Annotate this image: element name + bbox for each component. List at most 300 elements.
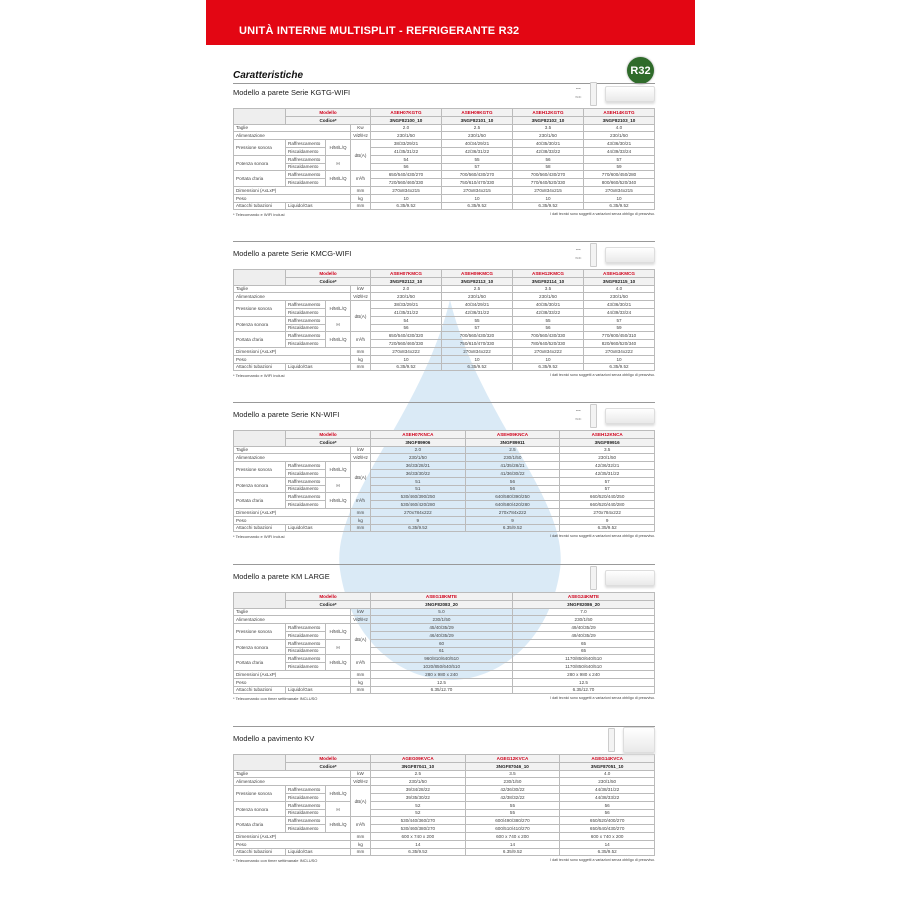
value-cell: 6.35/12.70 bbox=[513, 686, 655, 694]
mode-label: Riscaldamento bbox=[286, 647, 326, 655]
row-label: Potenza sonora bbox=[234, 155, 286, 171]
unit-label: mm bbox=[351, 363, 371, 371]
row-label: Potenza sonora bbox=[234, 801, 286, 817]
footnote-text: * Telecomando con timer settimanale INCLUSO bbox=[233, 858, 318, 864]
value-cell: 640/580/390/250 bbox=[465, 493, 560, 501]
code-label: Codice* bbox=[286, 600, 371, 608]
value-cell: 780/640/520/330 bbox=[513, 340, 584, 348]
value-cell: 650/540/430/270 bbox=[560, 825, 655, 833]
table-row bbox=[234, 616, 655, 624]
model-name: ASEH12KNCA bbox=[560, 431, 655, 439]
value-cell: 230/1/50 bbox=[442, 293, 513, 301]
value-cell: 3NGF89906 bbox=[371, 438, 466, 446]
unit-label: kW bbox=[351, 446, 371, 454]
model-name: ASEG24KMTE bbox=[513, 593, 655, 601]
value-cell: 650/540/430/320 bbox=[371, 332, 442, 340]
mode-label: Raffrescamento bbox=[286, 477, 326, 485]
divider bbox=[233, 726, 655, 727]
value-cell: 6.35/12.70 bbox=[371, 686, 513, 694]
mode-label: Liquido/Gas bbox=[286, 202, 351, 210]
value-cell: 60 bbox=[371, 639, 513, 647]
value-cell: 270x834x215 bbox=[513, 186, 584, 194]
unit-label: kg bbox=[351, 678, 371, 686]
value-cell: 43/36/30/21 bbox=[584, 301, 655, 309]
mode-label: Riscaldamento bbox=[286, 179, 326, 187]
mode-label: Riscaldamento bbox=[286, 324, 326, 332]
value-cell: 57 bbox=[442, 324, 513, 332]
row-label: Attacchi tubazioni bbox=[234, 524, 286, 532]
value-cell: 41/35/28/21 bbox=[465, 462, 560, 470]
row-label: Potenza sonora bbox=[234, 639, 286, 655]
speed-label: H/M/L/Q bbox=[326, 817, 351, 833]
value-cell: 650/520/400/270 bbox=[560, 817, 655, 825]
value-cell: 3NGF82102_10 bbox=[513, 116, 584, 124]
product-icons bbox=[574, 402, 655, 430]
mode-label: Riscaldamento bbox=[286, 825, 326, 833]
mode-label: Raffrescamento bbox=[286, 316, 326, 324]
unit-label: mm bbox=[351, 670, 371, 678]
table-row bbox=[234, 155, 655, 163]
table-row bbox=[234, 179, 655, 187]
value-cell: 57 bbox=[584, 155, 655, 163]
value-cell: 230/1/50 bbox=[465, 778, 560, 786]
disclaimer-text: I dati tecnici sono soggetti a variazioni senza obbligo di preavviso. bbox=[550, 534, 655, 539]
value-cell: 56 bbox=[465, 485, 560, 493]
value-cell: 1020/850/640/510 bbox=[371, 663, 513, 671]
table-row bbox=[234, 832, 655, 840]
value-cell: 3NGF89911 bbox=[465, 438, 560, 446]
row-label: Taglie bbox=[234, 285, 351, 293]
speed-label: H bbox=[326, 801, 351, 817]
header-row bbox=[234, 270, 655, 278]
disclaimer-text: I dati tecnici sono soggetti a variazioni senza obbligo di preavviso. bbox=[550, 696, 655, 701]
value-cell: 42/36/32/21 bbox=[560, 462, 655, 470]
value-cell: 3.5 bbox=[513, 285, 584, 293]
table-row bbox=[234, 631, 655, 639]
value-cell: 6.35/9.52 bbox=[513, 202, 584, 210]
value-cell: 6.35/9.52 bbox=[584, 202, 655, 210]
table-footnote bbox=[233, 696, 655, 701]
value-cell: 6.35/9.52 bbox=[584, 363, 655, 371]
value-cell: 56 bbox=[560, 809, 655, 817]
value-cell: 5.0 bbox=[371, 608, 513, 616]
value-cell: 6.35/9.52 bbox=[371, 524, 466, 532]
table-row bbox=[234, 770, 655, 778]
value-cell: 2.0 bbox=[371, 124, 442, 132]
value-cell: 230/1/50 bbox=[371, 616, 513, 624]
row-label: Pressione sonora bbox=[234, 786, 286, 802]
value-cell: 820/660/520/340 bbox=[584, 340, 655, 348]
value-cell: 55 bbox=[442, 155, 513, 163]
value-cell: 10 bbox=[513, 194, 584, 202]
mode-label: Raffrescamento bbox=[286, 171, 326, 179]
row-label: Dimensioni (AxLxP) bbox=[234, 347, 351, 355]
unit-label: dB(A) bbox=[351, 140, 371, 171]
value-cell: 44/39/33/24 bbox=[584, 147, 655, 155]
empty-corner bbox=[234, 593, 286, 609]
table-row bbox=[234, 316, 655, 324]
table-row bbox=[234, 670, 655, 678]
value-cell: 56 bbox=[465, 477, 560, 485]
header-row bbox=[234, 755, 655, 763]
value-cell: 270x834x222 bbox=[371, 347, 442, 355]
value-cell: 230/1/50 bbox=[513, 293, 584, 301]
remote-control-icon bbox=[590, 566, 597, 590]
divider bbox=[233, 402, 655, 403]
row-label: Alimentazione bbox=[234, 778, 351, 786]
mode-label: Liquido/Gas bbox=[286, 363, 351, 371]
value-cell: 600 x 740 x 200 bbox=[560, 832, 655, 840]
unit-label: Kw bbox=[351, 124, 371, 132]
value-cell: 58 bbox=[513, 163, 584, 171]
row-label: Peso bbox=[234, 516, 351, 524]
wifi-label: WiFi bbox=[575, 95, 582, 99]
row-label: Attacchi tubazioni bbox=[234, 686, 286, 694]
value-cell: 270x784x222 bbox=[560, 508, 655, 516]
mode-label: Raffrescamento bbox=[286, 817, 326, 825]
section-title: Modello a parete KM LARGE bbox=[233, 572, 330, 581]
section-title: Modello a pavimento KV bbox=[233, 734, 315, 743]
table-row bbox=[234, 355, 655, 363]
value-cell: 40/34/29/21 bbox=[442, 301, 513, 309]
model-name: ASEH14KGTG bbox=[584, 109, 655, 117]
unit-label: mm bbox=[351, 202, 371, 210]
value-cell: 44/38/33/22 bbox=[560, 793, 655, 801]
table-row bbox=[234, 663, 655, 671]
row-label: Taglie bbox=[234, 770, 351, 778]
value-cell: 600 x 740 x 200 bbox=[465, 832, 560, 840]
value-cell: 44/39/33/24 bbox=[584, 308, 655, 316]
header-row bbox=[234, 593, 655, 601]
section-title: Modello a parete Serie KN-WIFI bbox=[233, 410, 340, 419]
table-row bbox=[234, 608, 655, 616]
value-cell: 57 bbox=[560, 485, 655, 493]
value-cell: 3NGF82103_10 bbox=[584, 116, 655, 124]
value-cell: 700/560/430/270 bbox=[513, 171, 584, 179]
product-section bbox=[233, 572, 655, 701]
model-name: AGEG14KVCA bbox=[560, 755, 655, 763]
value-cell: 51 bbox=[371, 477, 466, 485]
table-row bbox=[234, 786, 655, 794]
value-cell: 42/36/31/22 bbox=[442, 308, 513, 316]
model-name: AGEG12KVCA bbox=[465, 755, 560, 763]
value-cell: 270x834x222 bbox=[442, 347, 513, 355]
mode-label: Liquido/Gas bbox=[286, 524, 351, 532]
table-row bbox=[234, 801, 655, 809]
value-cell: 3NGF82100_10 bbox=[371, 116, 442, 124]
product-icons bbox=[590, 564, 655, 592]
row-label: Taglie bbox=[234, 446, 351, 454]
unit-label: kg bbox=[351, 194, 371, 202]
value-cell: 43/36/30/21 bbox=[584, 140, 655, 148]
code-row bbox=[234, 600, 655, 608]
section-title: Modello a parete Serie KMCG-WIFI bbox=[233, 249, 352, 258]
model-name: ASEH14KMCG bbox=[584, 270, 655, 278]
row-label: Attacchi tubazioni bbox=[234, 363, 286, 371]
row-label: Alimentazione bbox=[234, 132, 351, 140]
value-cell: 530/460/420/280 bbox=[371, 501, 466, 509]
value-cell: 6.35/9.52 bbox=[465, 524, 560, 532]
value-cell: 230/1/50 bbox=[371, 132, 442, 140]
table-row bbox=[234, 163, 655, 171]
wifi-icon: ⌔ WiFi bbox=[574, 247, 582, 260]
page-title: UNITÀ INTERNE MULTISPLIT - REFRIGERANTE R32 bbox=[239, 25, 520, 37]
table-row bbox=[234, 363, 655, 371]
value-cell: 770/640/520/330 bbox=[513, 179, 584, 187]
unit-label: m³/h bbox=[351, 655, 371, 671]
value-cell: 230/1/50 bbox=[371, 293, 442, 301]
unit-label: mm bbox=[351, 848, 371, 856]
table-row bbox=[234, 624, 655, 632]
mode-label: Raffrescamento bbox=[286, 655, 326, 663]
row-label: Peso bbox=[234, 678, 351, 686]
value-cell: 55 bbox=[465, 809, 560, 817]
code-row bbox=[234, 762, 655, 770]
value-cell: 41/35/31/22 bbox=[371, 308, 442, 316]
spec-table bbox=[233, 108, 655, 210]
value-cell: 270x834x215 bbox=[584, 186, 655, 194]
mode-label: Riscaldamento bbox=[286, 163, 326, 171]
value-cell: 3NGF87041_10 bbox=[371, 762, 466, 770]
value-cell: 61 bbox=[371, 647, 513, 655]
value-cell: 3NGF82083_20 bbox=[371, 600, 513, 608]
row-label: Peso bbox=[234, 194, 351, 202]
unit-label: m³/h bbox=[351, 332, 371, 348]
value-cell: 2.0 bbox=[371, 285, 442, 293]
model-name: ASEH07KNCA bbox=[371, 431, 466, 439]
value-cell: 530/460/380/270 bbox=[371, 825, 466, 833]
code-label: Codice* bbox=[286, 116, 371, 124]
row-label: Dimensioni (AxLxP) bbox=[234, 508, 351, 516]
value-cell: 3NGF82113_10 bbox=[442, 277, 513, 285]
mode-label: Raffrescamento bbox=[286, 624, 326, 632]
value-cell: 600/490/380/270 bbox=[465, 817, 560, 825]
value-cell: 4.0 bbox=[584, 124, 655, 132]
value-cell: 14 bbox=[465, 840, 560, 848]
value-cell: 270x784x222 bbox=[465, 508, 560, 516]
speed-label: H bbox=[326, 155, 351, 171]
value-cell: 40/35/30/21 bbox=[513, 301, 584, 309]
value-cell: 660/520/440/280 bbox=[560, 501, 655, 509]
value-cell: 6.35/9.52 bbox=[465, 848, 560, 856]
mode-label: Riscaldamento bbox=[286, 340, 326, 348]
empty-corner bbox=[234, 431, 286, 447]
value-cell: 54 bbox=[371, 316, 442, 324]
value-cell: 38/33/29/21 bbox=[371, 140, 442, 148]
mode-label: Raffrescamento bbox=[286, 301, 326, 309]
value-cell: 280 x 980 x 240 bbox=[371, 670, 513, 678]
product-section bbox=[233, 410, 655, 539]
model-name: ASEH07KMCG bbox=[371, 270, 442, 278]
code-label: Codice* bbox=[286, 762, 371, 770]
mode-label: Riscaldamento bbox=[286, 631, 326, 639]
mode-label: Liquido/Gas bbox=[286, 686, 351, 694]
value-cell: 49/40/35/29 bbox=[513, 631, 655, 639]
row-label: Dimensioni (AxLxP) bbox=[234, 186, 351, 194]
value-cell: 42/35/31/22 bbox=[560, 469, 655, 477]
value-cell: 42/38/32/22 bbox=[465, 793, 560, 801]
value-cell: 42/36/31/22 bbox=[442, 147, 513, 155]
indoor-unit-image bbox=[605, 408, 655, 424]
value-cell: 55 bbox=[513, 316, 584, 324]
model-label: Modello bbox=[286, 109, 371, 117]
unit-label: m³/h bbox=[351, 493, 371, 509]
value-cell: 65 bbox=[513, 639, 655, 647]
value-cell: 52 bbox=[371, 801, 466, 809]
value-cell: 39/35/30/22 bbox=[371, 793, 466, 801]
value-cell: 3NGF89916 bbox=[560, 438, 655, 446]
table-row bbox=[234, 462, 655, 470]
value-cell: 46/40/35/29 bbox=[371, 631, 513, 639]
row-label: Pressione sonora bbox=[234, 624, 286, 640]
value-cell: 10 bbox=[513, 355, 584, 363]
speed-label: H bbox=[326, 316, 351, 332]
product-icons bbox=[574, 80, 655, 108]
unit-label: V/Ø/Hz bbox=[351, 132, 371, 140]
value-cell: 230/1/50 bbox=[513, 616, 655, 624]
model-label: Modello bbox=[286, 755, 371, 763]
value-cell: 700/560/430/320 bbox=[442, 332, 513, 340]
value-cell: 230/1/50 bbox=[371, 778, 466, 786]
value-cell: 40/35/30/21 bbox=[513, 140, 584, 148]
header-row bbox=[234, 431, 655, 439]
unit-label: dB(A) bbox=[351, 624, 371, 655]
table-row bbox=[234, 848, 655, 856]
table-row bbox=[234, 194, 655, 202]
table-row bbox=[234, 340, 655, 348]
value-cell: 10 bbox=[442, 194, 513, 202]
value-cell: 720/560/460/330 bbox=[371, 179, 442, 187]
value-cell: 56 bbox=[371, 163, 442, 171]
table-row bbox=[234, 147, 655, 155]
value-cell: 36/33/28/21 bbox=[371, 462, 466, 470]
row-label: Pressione sonora bbox=[234, 140, 286, 156]
value-cell: 6.35/9.52 bbox=[560, 848, 655, 856]
value-cell: 40/34/29/21 bbox=[442, 140, 513, 148]
indoor-unit-image bbox=[623, 727, 655, 753]
wifi-icon: ⌔ WiFi bbox=[574, 408, 582, 421]
row-label: Pressione sonora bbox=[234, 301, 286, 317]
table-row bbox=[234, 817, 655, 825]
value-cell: 59 bbox=[584, 163, 655, 171]
value-cell: 230/1/50 bbox=[584, 293, 655, 301]
value-cell: 56 bbox=[513, 155, 584, 163]
remote-control-icon bbox=[590, 404, 597, 428]
disclaimer-text: I dati tecnici sono soggetti a variazioni senza obbligo di preavviso. bbox=[550, 858, 655, 863]
row-label: Attacchi tubazioni bbox=[234, 202, 286, 210]
value-cell: 6.35/9.52 bbox=[371, 848, 466, 856]
table-row bbox=[234, 140, 655, 148]
value-cell: 4.0 bbox=[560, 770, 655, 778]
row-label: Portata d'aria bbox=[234, 493, 286, 509]
table-row bbox=[234, 778, 655, 786]
value-cell: 10 bbox=[584, 355, 655, 363]
mode-label: Riscaldamento bbox=[286, 501, 326, 509]
unit-label: mm bbox=[351, 524, 371, 532]
code-label: Codice* bbox=[286, 438, 371, 446]
table-row bbox=[234, 516, 655, 524]
value-cell: 14 bbox=[371, 840, 466, 848]
table-row bbox=[234, 524, 655, 532]
speed-label: H/M/L/Q bbox=[326, 140, 351, 156]
wifi-label: WiFi bbox=[575, 256, 582, 260]
value-cell: 230/1/50 bbox=[371, 454, 466, 462]
header-row bbox=[234, 109, 655, 117]
value-cell: 56 bbox=[560, 801, 655, 809]
value-cell: 800/660/520/340 bbox=[584, 179, 655, 187]
value-cell: 270x784x222 bbox=[371, 508, 466, 516]
unit-label: V/Ø/Hz bbox=[351, 778, 371, 786]
value-cell: 3.5 bbox=[560, 446, 655, 454]
unit-label: kg bbox=[351, 355, 371, 363]
value-cell: 9 bbox=[560, 516, 655, 524]
value-cell: 65 bbox=[513, 647, 655, 655]
table-row bbox=[234, 501, 655, 509]
remote-control-icon bbox=[590, 82, 597, 106]
footnote-text: * Telecomando e WIFI inclusi bbox=[233, 534, 285, 540]
table-row bbox=[234, 171, 655, 179]
value-cell: 44/38/31/22 bbox=[560, 786, 655, 794]
value-cell: 4.0 bbox=[584, 285, 655, 293]
table-row bbox=[234, 124, 655, 132]
row-label: Portata d'aria bbox=[234, 332, 286, 348]
spec-table bbox=[233, 592, 655, 694]
table-row bbox=[234, 678, 655, 686]
value-cell: 1170/850/640/510 bbox=[513, 655, 655, 663]
value-cell: 2.5 bbox=[442, 285, 513, 293]
value-cell: 3.5 bbox=[513, 124, 584, 132]
value-cell: 57 bbox=[442, 163, 513, 171]
row-label: Taglie bbox=[234, 608, 351, 616]
speed-label: H/M/L/Q bbox=[326, 493, 351, 509]
table-row bbox=[234, 493, 655, 501]
table-row bbox=[234, 469, 655, 477]
value-cell: 6.35/9.52 bbox=[371, 363, 442, 371]
value-cell: 700/560/430/330 bbox=[513, 332, 584, 340]
value-cell: 7.0 bbox=[513, 608, 655, 616]
row-label: Dimensioni (AxLxP) bbox=[234, 832, 351, 840]
remote-control-icon bbox=[608, 728, 615, 752]
value-cell: 770/600/450/310 bbox=[584, 332, 655, 340]
table-row bbox=[234, 454, 655, 462]
table-row bbox=[234, 508, 655, 516]
product-section bbox=[233, 249, 655, 378]
value-cell: 270x834x222 bbox=[584, 347, 655, 355]
value-cell: 2.0 bbox=[371, 446, 466, 454]
page-header bbox=[206, 0, 695, 45]
value-cell: 600/510/410/270 bbox=[465, 825, 560, 833]
footnote-text: * Telecomando con timer settimanale INCLUSO bbox=[233, 696, 318, 702]
unit-label: kW bbox=[351, 285, 371, 293]
model-name: ASEH12KGTG bbox=[513, 109, 584, 117]
mode-label: Riscaldamento bbox=[286, 485, 326, 493]
mode-label: Liquido/Gas bbox=[286, 848, 351, 856]
value-cell: 39/34/28/22 bbox=[371, 786, 466, 794]
empty-corner bbox=[234, 109, 286, 125]
mode-label: Riscaldamento bbox=[286, 469, 326, 477]
table-row bbox=[234, 477, 655, 485]
spec-table bbox=[233, 430, 655, 532]
product-section bbox=[233, 88, 655, 217]
table-row bbox=[234, 285, 655, 293]
speed-label: H bbox=[326, 639, 351, 655]
value-cell: 3NGF82115_10 bbox=[584, 277, 655, 285]
table-footnote bbox=[233, 858, 655, 863]
product-icons bbox=[574, 241, 655, 269]
table-row bbox=[234, 793, 655, 801]
value-cell: 3NGF87046_10 bbox=[465, 762, 560, 770]
row-label: Peso bbox=[234, 840, 351, 848]
